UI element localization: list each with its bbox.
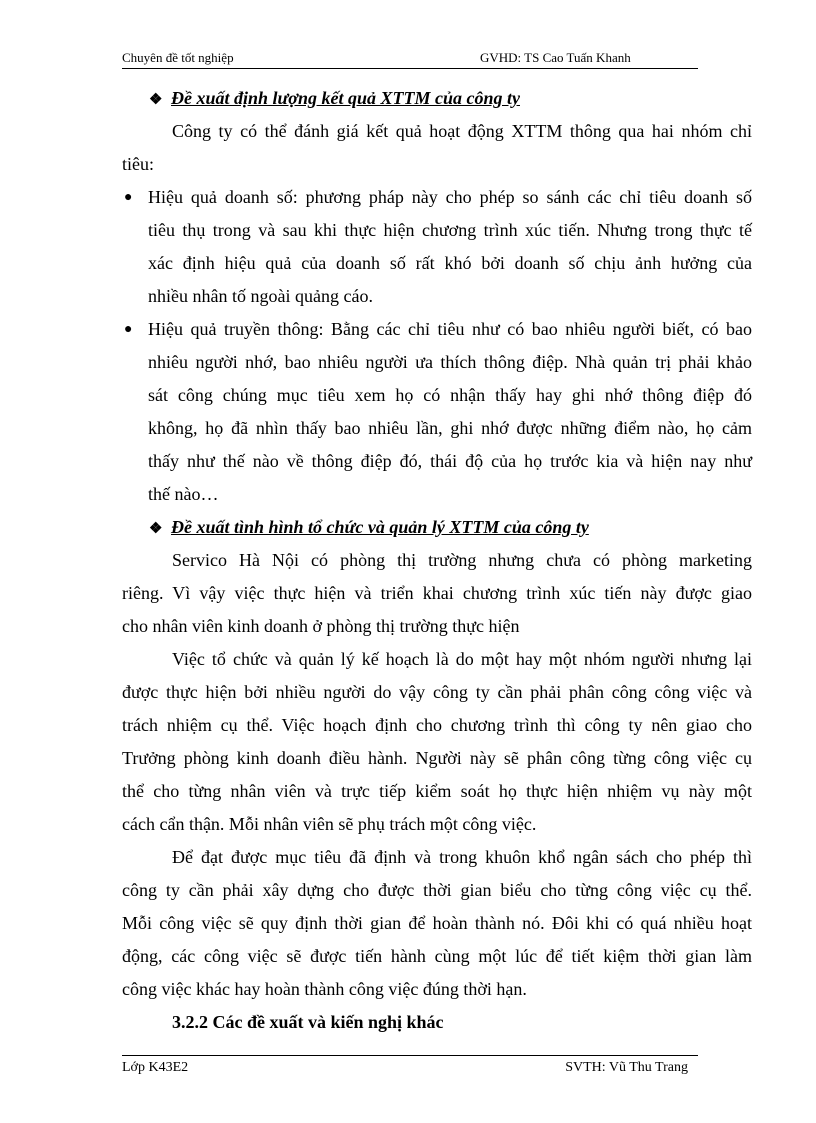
paragraph-line: Servico Hà Nội có phòng thị trường nhưng chưa có phòng marketing bbox=[172, 550, 752, 570]
bullet-item-line: tiêu thụ trong và sau khi thực hiện chương trình xúc tiến. Nhưng trong thực tế bbox=[148, 220, 752, 240]
paragraph-line: riêng. Vì vậy việc thực hiện và triển khai chương trình xúc tiến này được giao bbox=[122, 583, 752, 603]
paragraph-line: cho nhân viên kinh doanh ở phòng thị trường thực hiện bbox=[122, 616, 520, 636]
diamond-bullet-icon: ❖ bbox=[149, 92, 163, 108]
paragraph-line: Việc tổ chức và quản lý kế hoạch là do một hay một nhóm người nhưng lại bbox=[172, 649, 752, 669]
bullet-item-line: sát công chúng mục tiêu xem họ có nhận thấy hay ghi nhớ thông điệp đó bbox=[148, 385, 752, 405]
footer-right: SVTH: Vũ Thu Trang bbox=[565, 1060, 688, 1075]
bullet-icon: ● bbox=[124, 190, 133, 205]
paragraph-line: cách cẩn thận. Mỗi nhân viên sẽ phụ trách một công việc. bbox=[122, 814, 537, 834]
bullet-item-line: ● Hiệu quả doanh số: phương pháp này cho phép so sánh các chỉ tiêu doanh số bbox=[122, 181, 752, 214]
paragraph-line: công việc khác hay hoàn thành công việc đúng thời hạn. bbox=[122, 979, 527, 999]
paragraph-line: thể cho từng nhân viên và trực tiếp kiểm soát họ thực hiện nhiệm vụ này một bbox=[122, 781, 752, 801]
page-header bbox=[122, 50, 698, 69]
paragraph-line: Công ty có thể đánh giá kết quả hoạt động XTTM thông qua hai nhóm chỉ bbox=[172, 121, 752, 141]
bullet-item-line: xác định hiệu quả của doanh số rất khó bởi doanh số chịu ảnh hưởng của bbox=[148, 253, 752, 273]
footer-rule bbox=[122, 1055, 698, 1056]
footer-left: Lớp K43E2 bbox=[122, 1060, 189, 1075]
bullet-item-line: thế nào… bbox=[148, 484, 219, 504]
page-footer bbox=[122, 1060, 688, 1080]
bullet-icon: ● bbox=[124, 322, 133, 337]
paragraph-line: công ty cần phải xây dựng cho được thời gian biểu cho từng công việc cụ thể. bbox=[122, 880, 752, 900]
bullet-item-line: không, họ đã nhìn thấy bao nhiêu lần, ghi nhớ được những điểm nào, họ cảm bbox=[148, 418, 752, 438]
page-body bbox=[122, 82, 752, 1039]
paragraph-line: động, các công việc sẽ được tiến hành cùng một lúc để tiết kiệm thời gian làm bbox=[122, 946, 752, 966]
paragraph-line: trách nhiệm cụ thể. Việc hoạch định cho chương trình thì công ty nên giao cho bbox=[122, 715, 752, 735]
bullet-item-line: thấy như thế nào về thông điệp đó, thái độ của họ trước kia và hiện nay như bbox=[148, 451, 752, 471]
paragraph-line: Trưởng phòng kinh doanh điều hành. Người này sẽ phân công từng công việc cụ bbox=[122, 748, 752, 768]
bullet-item-line: nhiêu người nhớ, bao nhiêu người ưa thích thông điệp. Nhà quản trị phải khảo bbox=[148, 352, 752, 372]
section-heading: ❖ Đề xuất tình hình tổ chức và quản lý XTTM của công ty bbox=[122, 511, 752, 544]
paragraph-line: Mỗi công việc sẽ quy định thời gian để hoàn thành nó. Đôi khi có quá nhiều hoạt bbox=[122, 913, 752, 933]
header-right: GVHD: TS Cao Tuấn Khanh bbox=[480, 50, 631, 65]
section-heading: ❖ Đề xuất định lượng kết quả XTTM của công ty bbox=[122, 82, 752, 115]
bullet-item-line: nhiều nhân tố ngoài quảng cáo. bbox=[148, 286, 373, 306]
subsection-heading: 3.2.2 Các đề xuất và kiến nghị khác bbox=[172, 1012, 444, 1032]
diamond-bullet-icon: ❖ bbox=[149, 521, 163, 537]
bullet-item-line: ● Hiệu quả truyền thông: Bằng các chỉ tiêu như có bao nhiêu người biết, có bao bbox=[122, 313, 752, 346]
paragraph-line: tiêu: bbox=[122, 154, 154, 174]
header-left: Chuyên đề tốt nghiệp bbox=[122, 50, 234, 65]
paragraph-line: Để đạt được mục tiêu đã định và trong khuôn khổ ngân sách cho phép thì bbox=[172, 847, 752, 867]
paragraph-line: được thực hiện bởi nhiều người do vậy công ty cần phải phân công công việc và bbox=[122, 682, 752, 702]
